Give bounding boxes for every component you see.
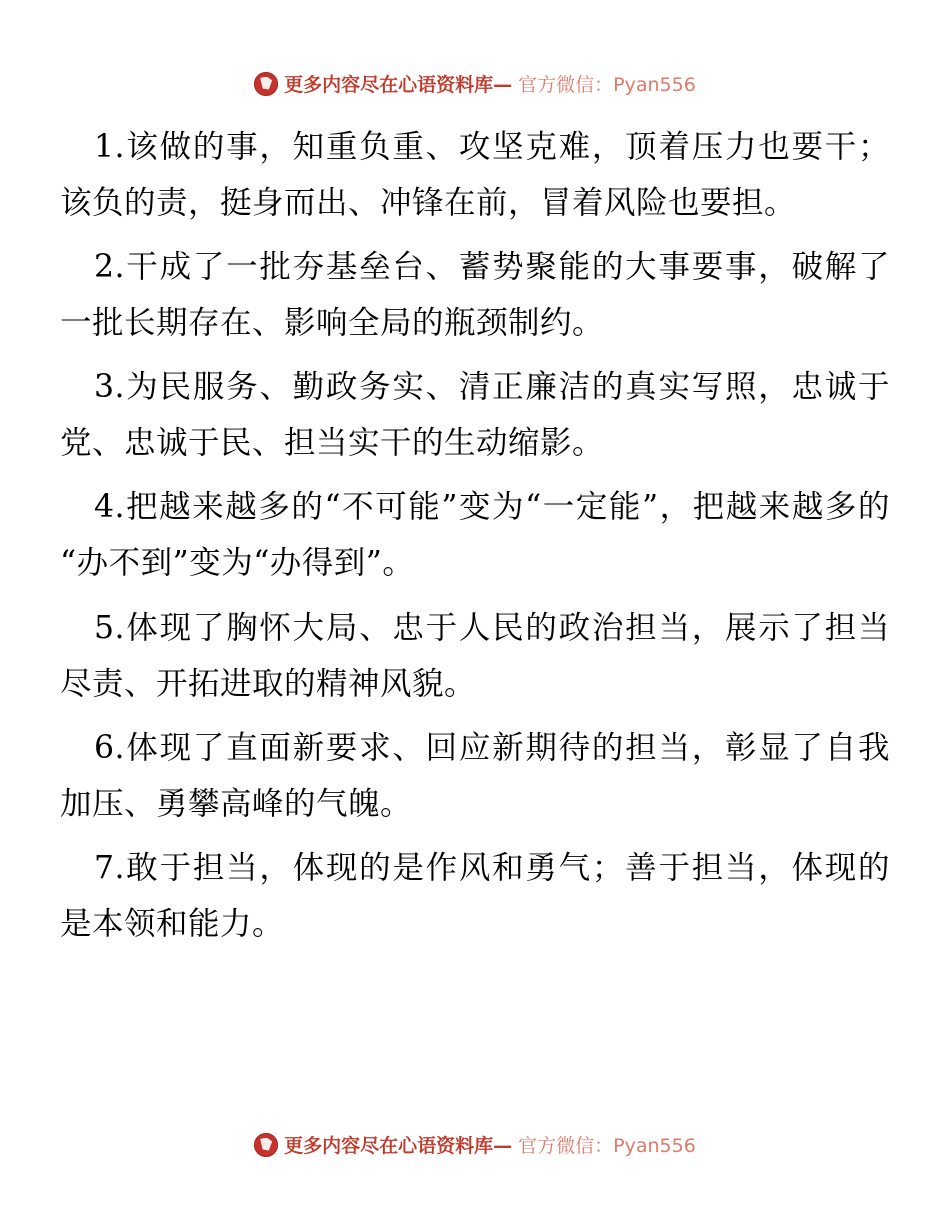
paragraph: 7.敢于担当，体现的是作风和勇气；善于担当，体现的是本领和能力。: [60, 849, 890, 942]
watermark-wechat-text: 官方微信：Pyan556: [518, 74, 696, 96]
paragraph: 4.把越来越多的“不可能”变为“一定能”，把越来越多的“办不到”变为“办得到”。: [60, 489, 890, 582]
document-body: [60, 119, 890, 960]
shield-logo-icon: [254, 1133, 278, 1157]
watermark-brand-text: 更多内容尽在心语资料库—: [284, 74, 513, 96]
paragraph: 1.该做的事，知重负重、攻坚克难，顶着压力也要干；该负的责，挺身而出、冲锋在前，冒着风险也要担。: [60, 129, 890, 222]
watermark-banner-top: [60, 70, 890, 97]
paragraph: 5.体现了胸怀大局、忠于人民的政治担当，展示了担当尽责、开拓进取的精神风貌。: [60, 609, 890, 702]
watermark-banner-bottom: [60, 1131, 890, 1158]
watermark-wechat-text: 官方微信：Pyan556: [518, 1135, 696, 1157]
paragraph: 2.干成了一批夯基垒台、蓄势聚能的大事要事，破解了一批长期存在、影响全局的瓶颈制约。: [60, 249, 890, 342]
paragraph: 3.为民服务、勤政务实、清正廉洁的真实写照，忠诚于党、忠诚于民、担当实干的生动缩影。: [60, 369, 890, 462]
watermark-brand-text: 更多内容尽在心语资料库—: [284, 1135, 513, 1157]
shield-logo-icon: [254, 72, 278, 96]
paragraph: 6.体现了直面新要求、回应新期待的担当，彰显了自我加压、勇攀高峰的气魄。: [60, 729, 890, 822]
